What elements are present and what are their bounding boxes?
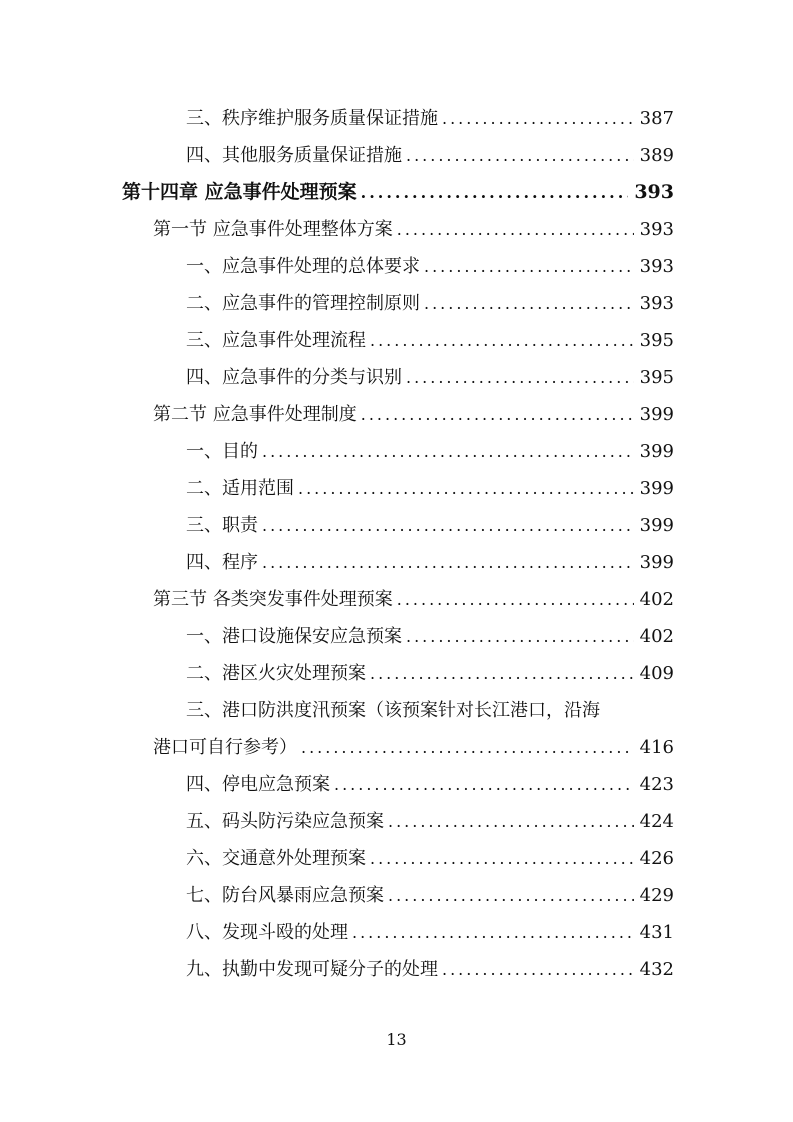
toc-entry-title: 四、其他服务质量保证措施 [186,145,402,166]
toc-leader-dots [424,285,634,322]
toc-leader-dots [301,729,634,766]
toc-entry-page: 402 [639,626,674,647]
toc-entry[interactable] [186,951,674,988]
toc-entry[interactable] [186,655,674,692]
toc-leader-dots [442,100,634,137]
toc-leader-dots [397,211,634,248]
toc-entry[interactable] [186,285,674,322]
toc-leader-dots [370,655,634,692]
toc-leader-dots [370,322,634,359]
toc-entry[interactable] [186,322,674,359]
toc-entry-page: 424 [639,811,674,832]
toc-section-entry[interactable] [153,396,674,433]
toc-entry-page: 409 [639,663,674,684]
toc-chapter-entry[interactable] [122,174,674,211]
toc-entry-title: 港口可自行参考） [153,737,297,758]
toc-leader-dots [352,914,634,951]
toc-entry-title: 三、应急事件处理流程 [186,330,366,351]
toc-entry-title: 九、执勤中发现可疑分子的处理 [186,959,438,980]
toc-leader-dots [406,618,634,655]
toc-entry-title: 八、发现斗殴的处理 [186,922,348,943]
toc-entry-page: 432 [639,959,674,980]
toc-entry-page: 389 [639,145,674,166]
toc-entry[interactable] [186,100,674,137]
toc-entry[interactable] [186,507,674,544]
toc-leader-dots [262,433,634,470]
toc-entry-title: 六、交通意外处理预案 [186,848,366,869]
toc-entry-title: 三、秩序维护服务质量保证措施 [186,108,438,129]
toc-leader-dots [406,137,634,174]
toc-entry-page: 402 [639,589,674,610]
toc-entry[interactable] [186,618,674,655]
toc-entry-page: 393 [639,256,674,277]
toc-section-entry[interactable] [153,211,674,248]
toc-entry-title: 二、港区火灾处理预案 [186,663,366,684]
toc-leader-dots [442,951,634,988]
toc-leader-dots [397,581,634,618]
toc-entry-title: 四、程序 [186,552,258,573]
toc-entry-page: 399 [639,478,674,499]
toc-leader-dots [298,470,634,507]
toc-entry-page: 416 [639,737,674,758]
toc-leader-dots [388,803,634,840]
toc-section-entry[interactable] [153,581,674,618]
toc-entry-page: 395 [639,367,674,388]
toc-entry-title: 四、应急事件的分类与识别 [186,367,402,388]
toc-entry-title: 四、停电应急预案 [186,774,330,795]
toc-leader-dots [361,174,629,211]
toc-entry[interactable] [186,877,674,914]
toc-entry-title: 第三节 各类突发事件处理预案 [153,589,393,610]
toc-entry-title: 二、应急事件的管理控制原则 [186,293,420,314]
toc-entry-title: 五、码头防污染应急预案 [186,811,384,832]
toc-entry[interactable] [186,914,674,951]
toc-leader-dots [370,840,634,877]
toc-entry[interactable] [186,840,674,877]
toc-entry-page: 399 [639,404,674,425]
page-number: 13 [386,1030,407,1049]
toc-leader-dots [388,877,634,914]
toc-entry-page: 393 [639,219,674,240]
toc-entry[interactable] [186,766,674,803]
toc-leader-dots [424,248,634,285]
toc-entry-title: 第二节 应急事件处理制度 [153,404,357,425]
toc-entry[interactable] [186,248,674,285]
toc-entry-title: 第一节 应急事件处理整体方案 [153,219,393,240]
toc-entry[interactable] [186,359,674,396]
toc-entry-title: 三、职责 [186,515,258,536]
toc-entry-title: 七、防台风暴雨应急预案 [186,885,384,906]
toc-entry-page: 395 [639,330,674,351]
toc-entry[interactable] [186,544,674,581]
toc-leader-dots [334,766,634,803]
toc-entry-page: 399 [639,441,674,462]
toc-entry-page: 393 [639,293,674,314]
toc-entry-title: 第十四章 应急事件处理预案 [122,181,357,203]
toc-leader-dots [406,359,634,396]
toc-entry-page: 399 [639,552,674,573]
toc-entry[interactable] [186,137,674,174]
toc-leader-dots [361,396,634,433]
toc-entry[interactable] [186,433,674,470]
toc-entry-page: 387 [639,108,674,129]
toc-entry-title: 一、目的 [186,441,258,462]
toc-entry[interactable] [186,470,674,507]
toc-leader-dots [262,507,634,544]
toc-entry-page: 426 [639,848,674,869]
toc-entry-page: 393 [634,181,674,203]
toc-entry-page: 423 [639,774,674,795]
toc-leader-dots [262,544,634,581]
toc-entry-wrapped-line2[interactable] [153,729,674,766]
toc-entry-wrapped-line1[interactable]: 三、港口防洪度汛预案（该预案针对长江港口，沿海 [186,700,600,721]
toc-entry-title: 一、应急事件处理的总体要求 [186,256,420,277]
toc-entry-page: 431 [639,922,674,943]
toc-entry-title: 一、港口设施保安应急预案 [186,626,402,647]
toc-entry[interactable] [186,803,674,840]
toc-entry-page: 429 [639,885,674,906]
toc-entry-page: 399 [639,515,674,536]
toc-entry-title: 二、适用范围 [186,478,294,499]
